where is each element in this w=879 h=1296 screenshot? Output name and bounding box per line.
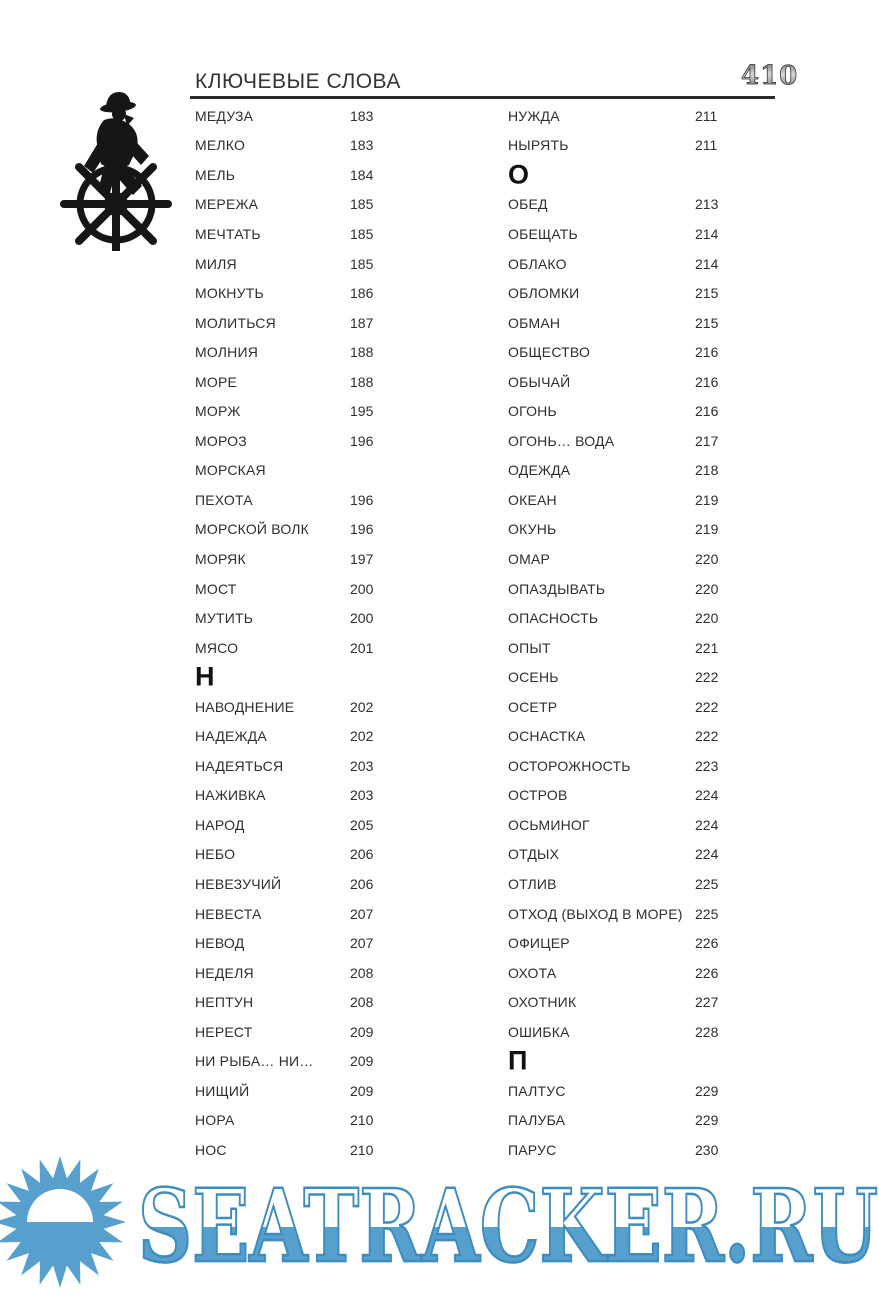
index-column-left	[195, 101, 480, 1165]
index-row	[195, 1047, 480, 1077]
index-row	[195, 396, 480, 426]
entry-page-number: 216	[695, 373, 719, 390]
index-row	[508, 190, 783, 220]
index-row	[195, 574, 480, 604]
index-row	[195, 426, 480, 456]
index-row	[195, 544, 480, 574]
entry-page-number: 217	[695, 432, 719, 449]
entry-word: МЯСО	[195, 639, 239, 656]
entry-page-number: 210	[350, 1141, 374, 1158]
index-row	[508, 1135, 783, 1165]
entry-word: ОТХОД (ВЫХОД В МОРЕ)	[508, 905, 683, 922]
entry-word: ПАЛУБА	[508, 1112, 566, 1129]
index-column-right	[508, 101, 783, 1165]
entry-page-number: 206	[350, 846, 374, 863]
entry-page-number: 197	[350, 550, 374, 567]
entry-word: ОБЫЧАЙ	[508, 373, 571, 390]
index-row	[195, 721, 480, 751]
entry-page-number: 203	[350, 787, 374, 804]
entry-page-number: 211	[695, 107, 718, 124]
entry-page-number: 200	[350, 610, 374, 627]
entry-word: МОРЯК	[195, 550, 246, 567]
entry-word: МОРЕ	[195, 373, 238, 390]
entry-word: ОГОНЬ… ВОДА	[508, 432, 615, 449]
index-row	[508, 928, 783, 958]
entry-page-number: 202	[350, 698, 374, 715]
entry-word: ОСЬМИНОГ	[508, 816, 590, 833]
entry-word: МОСТ	[195, 580, 237, 597]
entry-word: ПАРУС	[508, 1141, 557, 1158]
entry-word: ОБЛАКО	[508, 255, 567, 272]
index-row	[508, 574, 783, 604]
entry-page-number: 188	[350, 373, 374, 390]
index-row	[195, 485, 480, 515]
index-row	[508, 308, 783, 338]
entry-page-number: 220	[695, 610, 719, 627]
index-row	[508, 131, 783, 161]
entry-word: НАВОДНЕНИЕ	[195, 698, 295, 715]
entry-page-number: 196	[350, 432, 374, 449]
entry-page-number: 213	[695, 196, 719, 213]
entry-word: МУТИТЬ	[195, 610, 254, 627]
page-title: КЛЮЧЕВЫЕ СЛОВА	[195, 70, 401, 93]
index-row	[195, 662, 480, 692]
index-row	[195, 131, 480, 161]
entry-page-number: 207	[350, 935, 374, 952]
entry-word: НАДЕЯТЬСЯ	[195, 757, 284, 774]
entry-page-number: 222	[695, 669, 719, 686]
entry-word: МОЛНИЯ	[195, 344, 259, 361]
index-row	[508, 249, 783, 279]
index-row	[508, 987, 783, 1017]
entry-word: ОХОТНИК	[508, 994, 577, 1011]
index-row	[508, 426, 783, 456]
entry-word: НЕРЕСТ	[195, 1023, 253, 1040]
entry-word: НЕВЕЗУЧИЙ	[195, 875, 282, 892]
index-row	[195, 869, 480, 899]
entry-word: ОМАР	[508, 550, 551, 567]
entry-page-number: 214	[695, 225, 719, 242]
index-row	[195, 219, 480, 249]
entry-page-number: 186	[350, 285, 374, 302]
entry-page-number: 208	[350, 994, 374, 1011]
index-row	[195, 515, 480, 545]
entry-word: ОБЕД	[508, 196, 548, 213]
entry-word: ОПЫТ	[508, 639, 551, 656]
index-row	[508, 840, 783, 870]
entry-page-number: 185	[350, 255, 374, 272]
entry-word: МОРСКОЙ ВОЛК	[195, 521, 310, 538]
index-row	[195, 840, 480, 870]
index-row	[508, 485, 783, 515]
entry-word: ОПАЗДЫВАТЬ	[508, 580, 606, 597]
entry-page-number: 222	[695, 698, 719, 715]
entry-page-number: 185	[350, 225, 374, 242]
entry-word: МЕДУЗА	[195, 107, 254, 124]
entry-word: МОКНУТЬ	[195, 285, 264, 302]
page-number: 410	[741, 61, 799, 91]
entry-word: ОБЩЕСТВО	[508, 344, 591, 361]
entry-page-number: 202	[350, 728, 374, 745]
entry-page-number: 214	[695, 255, 719, 272]
index-row	[508, 278, 783, 308]
entry-page-number: 223	[695, 757, 719, 774]
index-row	[508, 1106, 783, 1136]
entry-word: ОБЕЩАТЬ	[508, 225, 578, 242]
index-row	[195, 101, 480, 131]
index-row	[195, 928, 480, 958]
index-row	[195, 308, 480, 338]
entry-page-number: 228	[695, 1023, 719, 1040]
entry-page-number: 196	[350, 521, 374, 538]
entry-page-number: 229	[695, 1112, 719, 1129]
entry-word: ОСНАСТКА	[508, 728, 586, 745]
index-row	[195, 899, 480, 929]
entry-word: ОПАСНОСТЬ	[508, 610, 599, 627]
entry-page-number: 218	[695, 462, 719, 479]
entry-word: П	[508, 1045, 528, 1076]
entry-word: НЕБО	[195, 846, 236, 863]
index-row	[508, 633, 783, 663]
entry-page-number: 183	[350, 137, 374, 154]
sunrise-logo-icon	[0, 1148, 134, 1296]
seatracker-watermark: SEATRACKER.RU	[138, 1167, 878, 1285]
index-row	[195, 692, 480, 722]
entry-page-number: 196	[350, 491, 374, 508]
entry-word: ОШИБКА	[508, 1023, 570, 1040]
entry-word: МОРСКАЯ	[195, 462, 266, 479]
entry-word: ОГОНЬ	[508, 403, 557, 420]
index-row	[195, 1106, 480, 1136]
entry-page-number: 224	[695, 846, 719, 863]
index-row	[508, 810, 783, 840]
entry-page-number: 183	[350, 107, 374, 124]
entry-word: ОТДЫХ	[508, 846, 560, 863]
entry-page-number: 208	[350, 964, 374, 981]
index-row	[508, 692, 783, 722]
index-row	[195, 1017, 480, 1047]
entry-page-number: 224	[695, 787, 719, 804]
index-row	[195, 1076, 480, 1106]
index-row	[508, 219, 783, 249]
entry-page-number: 184	[350, 166, 374, 183]
entry-word: МИЛЯ	[195, 255, 237, 272]
entry-page-number: 222	[695, 728, 719, 745]
entry-word: НОРА	[195, 1112, 235, 1129]
entry-word: МОЛИТЬСЯ	[195, 314, 276, 331]
entry-word: МЕЛКО	[195, 137, 246, 154]
index-row	[195, 367, 480, 397]
entry-page-number: 205	[350, 816, 374, 833]
entry-word: МОРЖ	[195, 403, 241, 420]
entry-word: НЕПТУН	[195, 994, 254, 1011]
index-row	[195, 278, 480, 308]
index-row	[195, 987, 480, 1017]
index-row	[195, 160, 480, 190]
entry-page-number: 226	[695, 964, 719, 981]
entry-word: НАРОД	[195, 816, 245, 833]
entry-page-number: 225	[695, 875, 719, 892]
index-row	[508, 1017, 783, 1047]
entry-page-number: 220	[695, 550, 719, 567]
entry-page-number: 230	[695, 1141, 719, 1158]
index-row	[508, 603, 783, 633]
entry-word: НЕВОД	[195, 935, 245, 952]
index-row	[195, 249, 480, 279]
index-row	[195, 810, 480, 840]
index-row	[195, 781, 480, 811]
entry-page-number: 209	[350, 1082, 374, 1099]
entry-word: МЕЧТАТЬ	[195, 225, 261, 242]
index-row	[508, 662, 783, 692]
entry-page-number: 187	[350, 314, 374, 331]
entry-page-number: 185	[350, 196, 374, 213]
index-row	[195, 751, 480, 781]
entry-page-number: 219	[695, 491, 719, 508]
entry-word: НЕВЕСТА	[195, 905, 262, 922]
entry-word: МОРОЗ	[195, 432, 247, 449]
entry-word: ОТЛИВ	[508, 875, 557, 892]
index-row	[508, 367, 783, 397]
index-row	[195, 958, 480, 988]
entry-page-number: 216	[695, 344, 719, 361]
entry-word: ПАЛТУС	[508, 1082, 566, 1099]
index-row	[195, 603, 480, 633]
index-row	[508, 899, 783, 929]
entry-page-number: 229	[695, 1082, 719, 1099]
index-row	[508, 456, 783, 486]
entry-word: ОБЛОМКИ	[508, 285, 580, 302]
index-row	[508, 515, 783, 545]
entry-page-number: 201	[350, 639, 374, 656]
sailor-at-helm-icon	[56, 86, 186, 251]
entry-word: ОКУНЬ	[508, 521, 557, 538]
entry-page-number: 215	[695, 285, 719, 302]
entry-word: МЕЛЬ	[195, 166, 236, 183]
entry-word: ОКЕАН	[508, 491, 557, 508]
index-row	[195, 337, 480, 367]
entry-page-number: 188	[350, 344, 374, 361]
entry-page-number: 211	[695, 137, 718, 154]
index-row	[508, 958, 783, 988]
index-row	[195, 633, 480, 663]
entry-word: ОХОТА	[508, 964, 557, 981]
index-row	[508, 101, 783, 131]
entry-page-number: 203	[350, 757, 374, 774]
entry-page-number: 225	[695, 905, 719, 922]
index-row	[508, 751, 783, 781]
entry-word: Н	[195, 661, 215, 692]
index-row	[195, 1135, 480, 1165]
entry-page-number: 226	[695, 935, 719, 952]
entry-word: НАДЕЖДА	[195, 728, 267, 745]
entry-word: НИ РЫБА… НИ…	[195, 1053, 314, 1070]
index-row	[508, 544, 783, 574]
entry-page-number: 206	[350, 875, 374, 892]
entry-word: ОСЕТР	[508, 698, 558, 715]
entry-word: ПЕХОТА	[195, 491, 253, 508]
entry-page-number: 220	[695, 580, 719, 597]
entry-word: ОСЕНЬ	[508, 669, 559, 686]
index-row	[508, 1047, 783, 1077]
entry-word: НОС	[195, 1141, 227, 1158]
entry-page-number: 195	[350, 403, 374, 420]
entry-word: МЕРЕЖА	[195, 196, 259, 213]
index-row	[508, 721, 783, 751]
entry-page-number: 219	[695, 521, 719, 538]
entry-word: ОБМАН	[508, 314, 561, 331]
entry-word: НЫРЯТЬ	[508, 137, 569, 154]
entry-word: НЕДЕЛЯ	[195, 964, 254, 981]
entry-word: НАЖИВКА	[195, 787, 266, 804]
entry-page-number: 224	[695, 816, 719, 833]
entry-page-number: 216	[695, 403, 719, 420]
index-row	[508, 869, 783, 899]
entry-word: НИЩИЙ	[195, 1082, 250, 1099]
entry-page-number: 227	[695, 994, 719, 1011]
entry-page-number: 215	[695, 314, 719, 331]
header-rule	[190, 96, 775, 99]
entry-page-number: 221	[695, 639, 719, 656]
entry-page-number: 209	[350, 1023, 374, 1040]
entry-page-number: 200	[350, 580, 374, 597]
entry-word: О	[508, 159, 530, 190]
index-row	[508, 396, 783, 426]
entry-page-number: 210	[350, 1112, 374, 1129]
index-row	[195, 190, 480, 220]
entry-word: ОСТОРОЖНОСТЬ	[508, 757, 631, 774]
index-row	[508, 781, 783, 811]
entry-page-number: 209	[350, 1053, 374, 1070]
entry-word: ОДЕЖДА	[508, 462, 571, 479]
entry-word: НУЖДА	[508, 107, 560, 124]
entry-page-number: 207	[350, 905, 374, 922]
entry-word: ОСТРОВ	[508, 787, 568, 804]
entry-word: ОФИЦЕР	[508, 935, 570, 952]
index-row	[195, 456, 480, 486]
index-row	[508, 160, 783, 190]
index-row	[508, 1076, 783, 1106]
index-row	[508, 337, 783, 367]
